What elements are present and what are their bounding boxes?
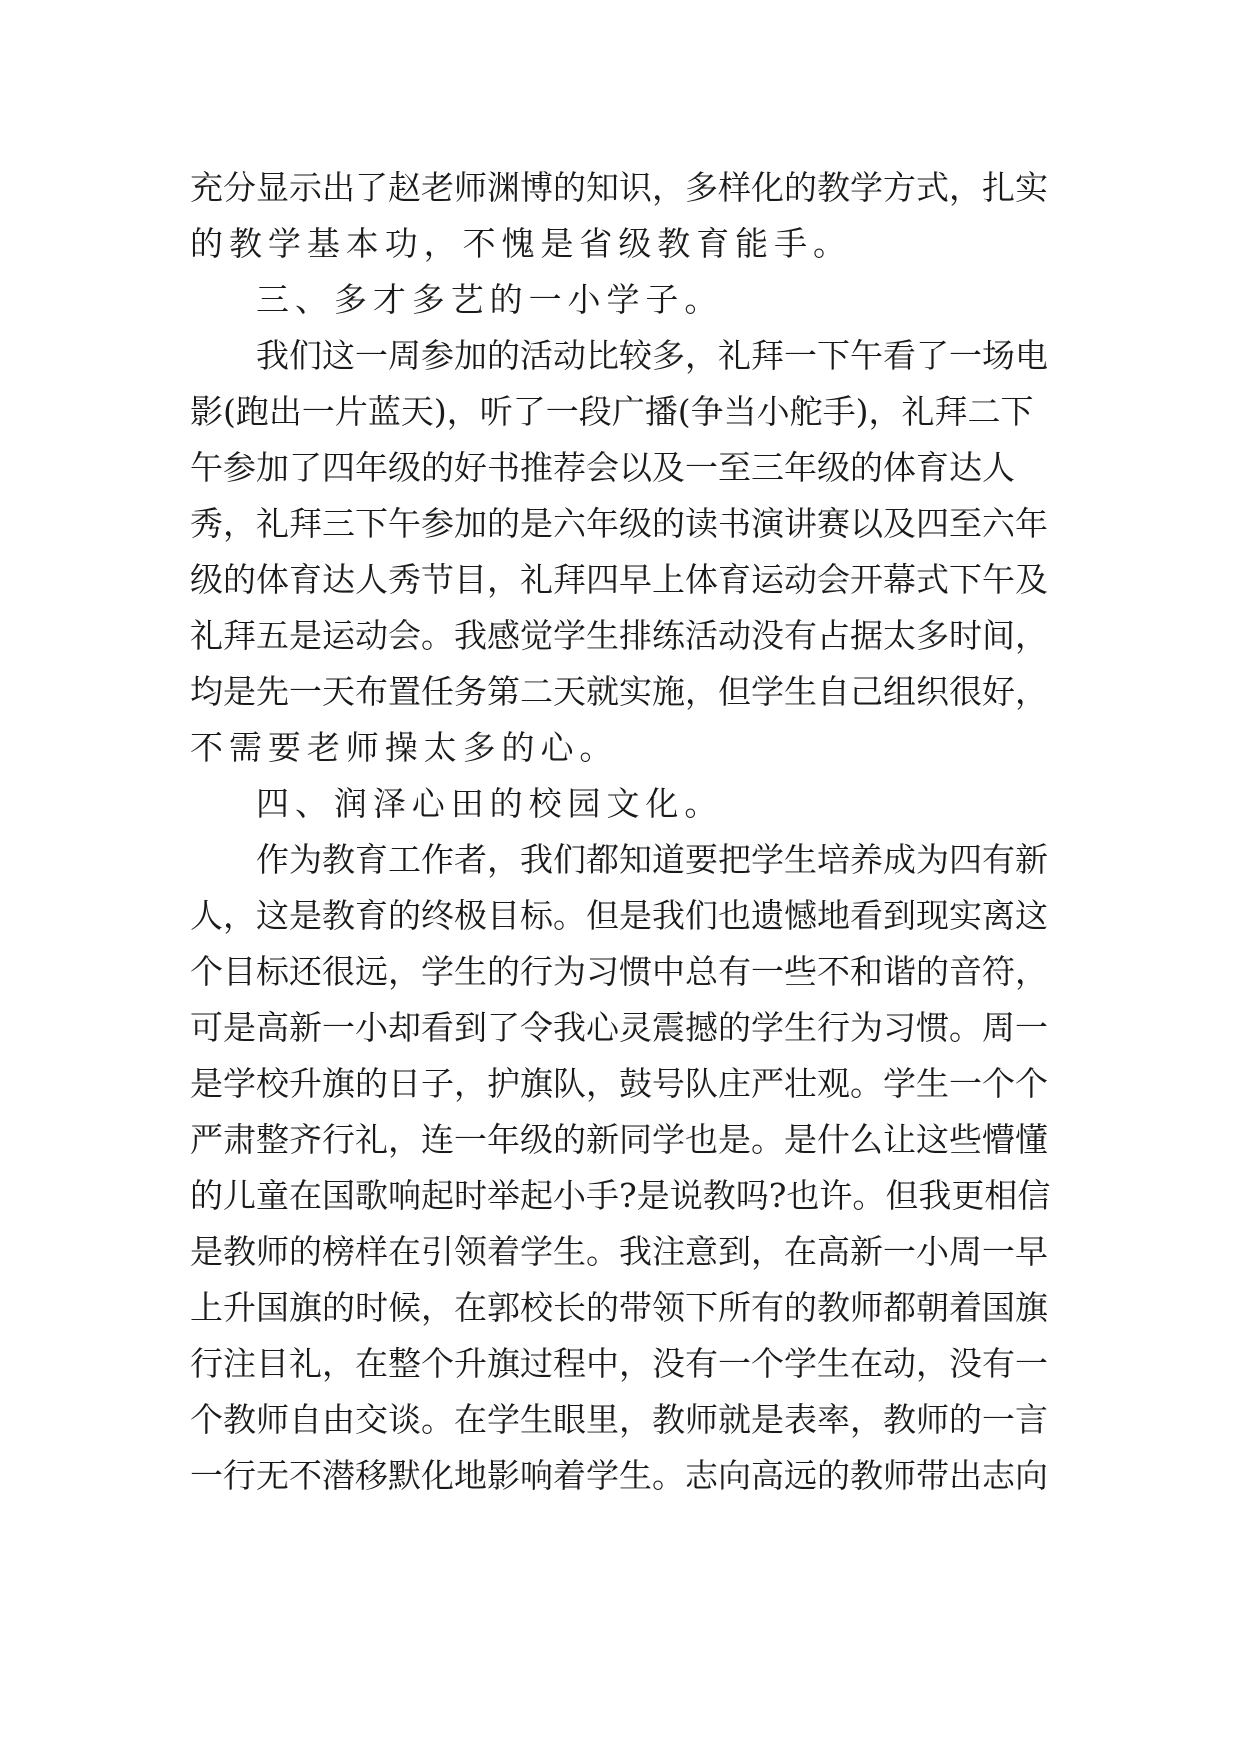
text-line: 是学校升旗的日子，护旗队，鼓号队庄严壮观。学生一个个 — [190, 1064, 1048, 1103]
text-line: 的儿童在国歌响起时举起小手?是说教吗?也许。但我更相信 — [190, 1176, 1051, 1215]
text-line: 礼拜五是运动会。我感觉学生排练活动没有占据太多时间， — [190, 616, 1048, 655]
text-line: 级的体育达人秀节目，礼拜四早上体育运动会开幕式下午及 — [190, 560, 1048, 599]
section-heading-4: 四、润泽心田的校园文化。 — [256, 784, 724, 823]
paragraph-first-line: 作为教育工作者，我们都知道要把学生培养成为四有新 — [256, 840, 1048, 879]
text-line: 人，这是教育的终极目标。但是我们也遗憾地看到现实离这 — [190, 896, 1048, 935]
text-line: 均是先一天布置任务第二天就实施，但学生自己组织很好， — [190, 672, 1048, 711]
text-line: 秀，礼拜三下午参加的是六年级的读书演讲赛以及四至六年 — [190, 504, 1048, 543]
text-line: 一行无不潜移默化地影响着学生。志向高远的教师带出志向 — [190, 1456, 1048, 1495]
text-line: 是教师的榜样在引领着学生。我注意到，在高新一小周一早 — [190, 1232, 1048, 1271]
text-line: 充分显示出了赵老师渊博的知识，多样化的教学方式，扎实 — [190, 168, 1048, 207]
text-line: 个目标还很远，学生的行为习惯中总有一些不和谐的音符， — [190, 952, 1048, 991]
text-line: 可是高新一小却看到了令我心灵震撼的学生行为习惯。周一 — [190, 1008, 1048, 1047]
text-line: 上升国旗的时候，在郭校长的带领下所有的教师都朝着国旗 — [190, 1288, 1048, 1327]
body-text — [190, 160, 1060, 1504]
section-heading-3: 三、多才多艺的一小学子。 — [256, 280, 724, 319]
paragraph-first-line: 我们这一周参加的活动比较多，礼拜一下午看了一场电 — [256, 336, 1048, 375]
text-line: 不需要老师操太多的心。 — [190, 728, 619, 767]
text-line: 行注目礼，在整个升旗过程中，没有一个学生在动，没有一 — [190, 1344, 1048, 1383]
text-line: 个教师自由交谈。在学生眼里，教师就是表率，教师的一言 — [190, 1400, 1048, 1439]
text-line: 影(跑出一片蓝天)，听了一段广播(争当小舵手)，礼拜二下 — [190, 392, 1034, 431]
text-line: 严肃整齐行礼，连一年级的新同学也是。是什么让这些懵懂 — [190, 1120, 1048, 1159]
text-line: 午参加了四年级的好书推荐会以及一至三年级的体育达人 — [190, 448, 1015, 487]
text-line: 的教学基本功，不愧是省级教育能手。 — [190, 224, 852, 263]
